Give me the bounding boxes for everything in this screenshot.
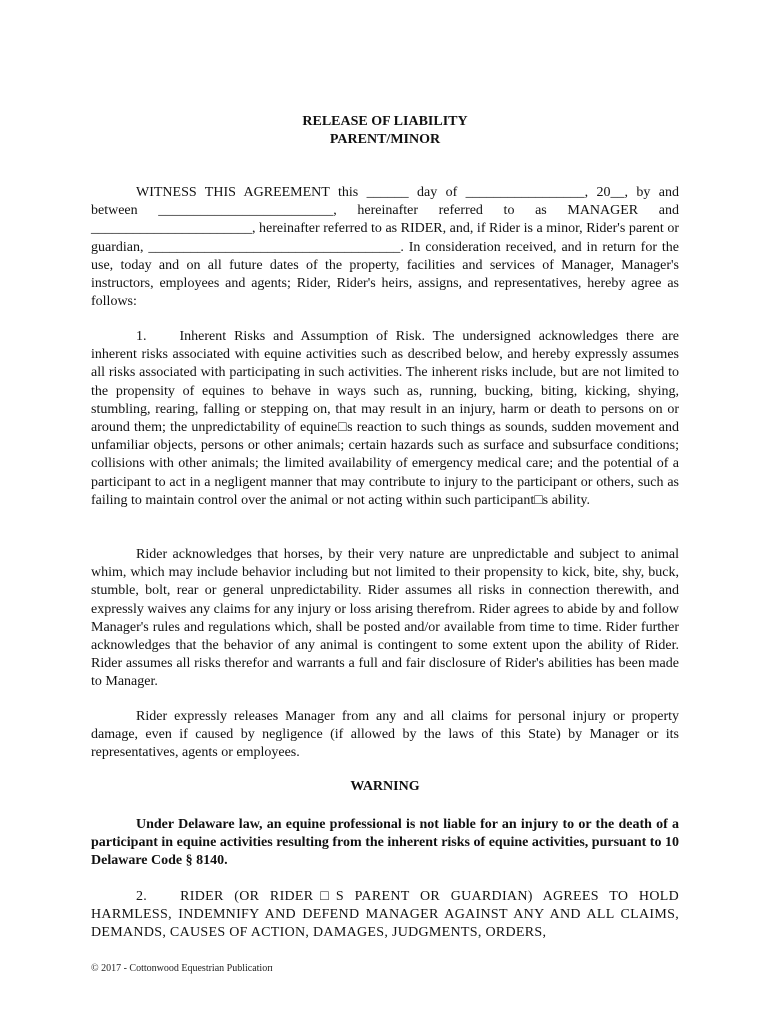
witness-paragraph: WITNESS THIS AGREEMENT this ______ day of _________________, 20__, by and between _________________________, hereinafter referred to as MANAGER and _______________________, hereinafter referred to as RIDER, and, if Rider is a minor, Rider's parent or guardian, ____________________________________. In consideration received, and in return for the use, today and on all future dates of the property, facilities and services of Manager, Manager's instructors, employees and agents; Rider, Rider's heirs, assigns, and representatives, hereby agree as follows:: [91, 185, 679, 310]
title-line-2: PARENT/MINOR: [329, 132, 441, 147]
title-line-1: RELEASE OF LIABILITY: [302, 114, 468, 129]
document-title: [0, 113, 770, 149]
section-2-number: 2.: [136, 889, 148, 904]
warning-heading: WARNING: [350, 779, 420, 794]
rider-ack-paragraph: Rider acknowledges that horses, by their very nature are unpredictable and subject to animal whim, which may include behavior including but not limited to their propensity to kick, bite, shy, buck, stumble, bolt, rear or general unpredictability. Rider assumes all risks in connection therewith, and expressly waives any claims for any injury or loss arising therefrom. Rider agrees to abide by and follow Manager's rules and regulations which, shall be posted and/or available from time to time. Rider further acknowledges that the behavior of any animal is contingent to some extent upon the ability of Rider. Rider assumes all risks therefor and warrants a full and fair disclosure of Rider's abilities has been made to Manager.: [91, 547, 679, 690]
section-1-paragraph: [91, 328, 679, 510]
footer-copyright: © 2017 - Cottonwood Equestrian Publicatioп: [91, 963, 273, 974]
warning-text: Under Delaware law, an equine professional is not liable for an injury to or the death of a participant in equine activities resulting from the inherent risks of equine activities, pursuant to 10 Delaware Code § 8140.: [91, 817, 679, 869]
section-1: [91, 328, 679, 510]
section-1-text: Inherent Risks and Assumption of Risk. The undersigned acknowledges there are inherent risks associated with equine activities such as described below, and hereby expressly assumes all risks associated with participating in such activities. The inherent risks include, but are not limited to the propensity of equines to behave in ways such as, running, bucking, biting, kicking, shying, stumbling, rearing, falling or stepping on, that may result in an injury, harm or death to persons on or around them; the unpredictability of equine□s reaction to such things as sounds, sudden movement and unfamiliar objects, persons or other animals; certain hazards such as surface and subsurface conditions; collisions with other animals; the limited availability of emergency medical care; and the potential of a participant to act in a negligent manner that may contribute to injury to the participant or others, such as failing to maintain control over the animal or not acting within such participant□s ability.: [91, 329, 679, 508]
section-2-text: RIDER (OR RIDER□S PARENT OR GUARDIAN) AGREES TO HOLD HARMLESS, INDEMNIFY AND DEFEND MANAGER AGAINST ANY AND ALL CLAIMS, DEMANDS, CAUSES OF ACTION, DAMAGES, JUDGMENTS, ORDERS,: [91, 889, 679, 941]
release-block: [91, 708, 679, 763]
rider-ack-block: [91, 546, 679, 692]
section-1-number: 1.: [136, 329, 147, 344]
section-2-paragraph: [91, 888, 679, 943]
section-2: [91, 888, 679, 943]
witness-block: [91, 184, 679, 311]
release-paragraph: Rider expressly releases Manager from any and all claims for personal injury or property damage, even if caused by negligence (if allowed by the laws of this State) by Manager or its representatives, agents or employees.: [91, 709, 679, 761]
